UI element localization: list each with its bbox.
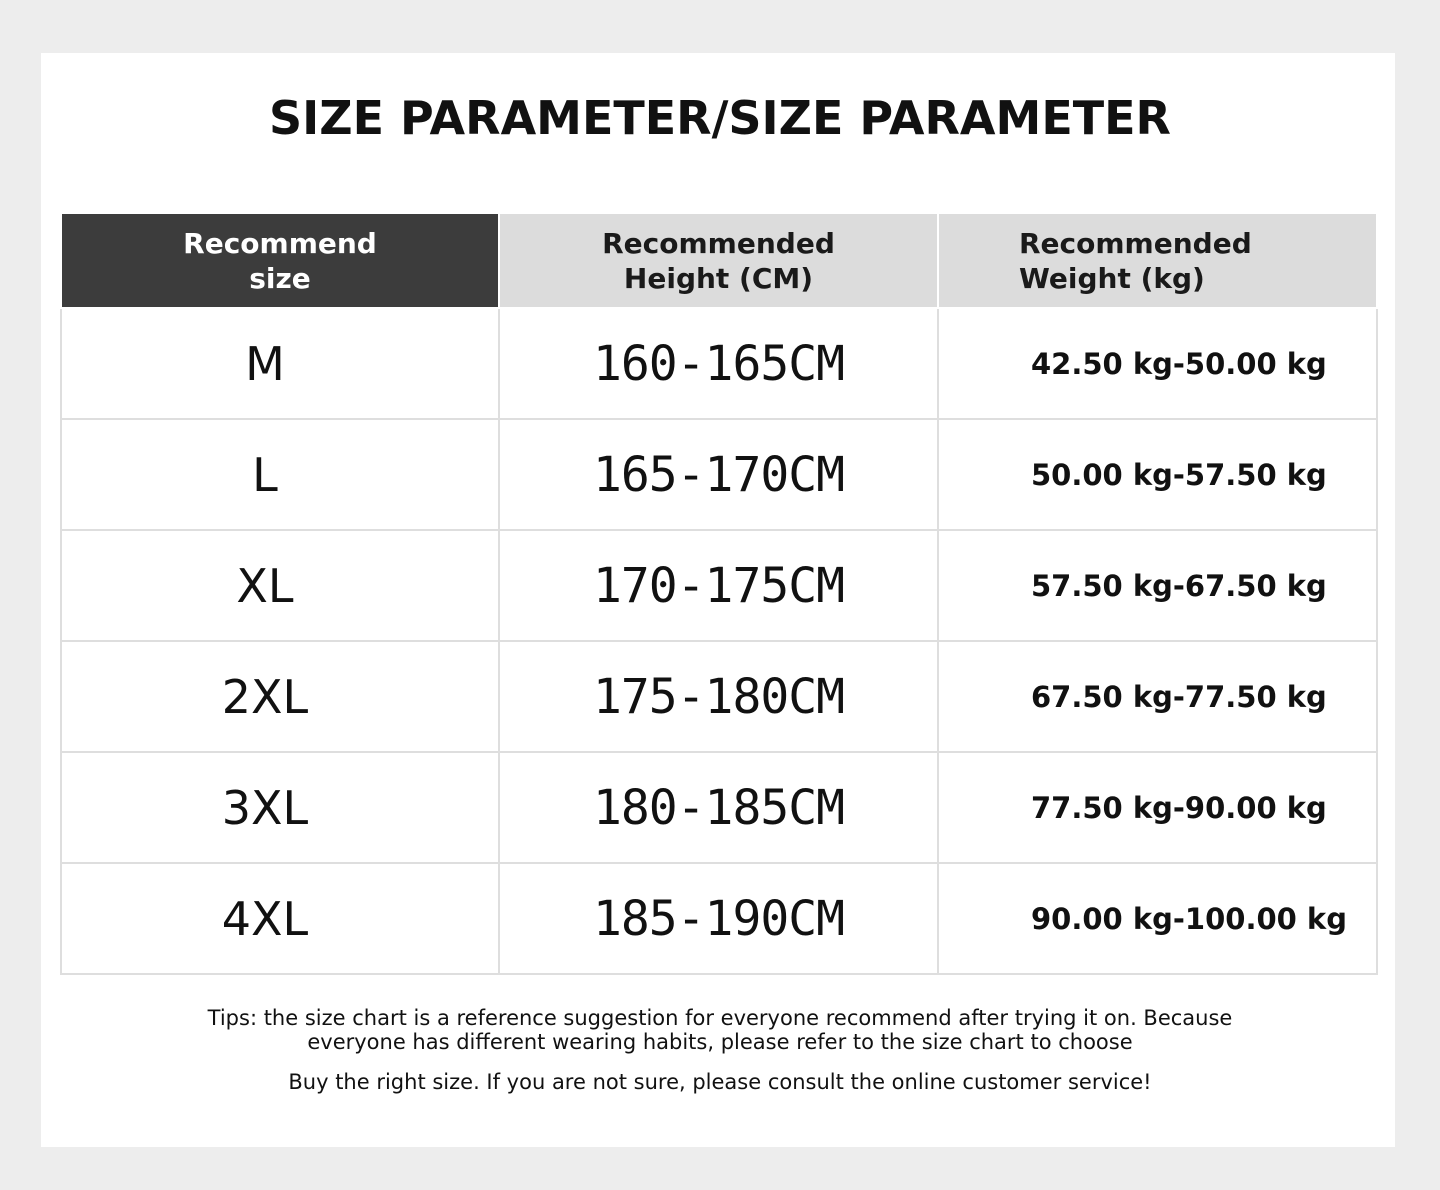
size-cell: M — [61, 308, 499, 419]
table-row — [61, 419, 1377, 530]
header-height-line1: Recommended — [602, 226, 835, 260]
height-cell: 185-190CM — [499, 863, 938, 974]
tips-line-2: everyone has different wearing habits, please refer to the size chart to choose — [307, 1030, 1133, 1054]
header-recommended-height — [499, 213, 938, 308]
weight-cell: 90.00 kg-100.00 kg — [938, 863, 1377, 974]
size-table — [60, 212, 1378, 975]
header-size-line2: size — [249, 261, 311, 295]
size-cell: 4XL — [61, 863, 499, 974]
size-cell: L — [61, 419, 499, 530]
size-cell: 3XL — [61, 752, 499, 863]
size-cell: 2XL — [61, 641, 499, 752]
height-cell: 170-175CM — [499, 530, 938, 641]
table-row — [61, 641, 1377, 752]
page-title: SIZE PARAMETER/SIZE PARAMETER — [269, 91, 1171, 145]
weight-cell: 50.00 kg-57.50 kg — [938, 419, 1377, 530]
table-row — [61, 752, 1377, 863]
weight-cell: 67.50 kg-77.50 kg — [938, 641, 1377, 752]
height-cell: 160-165CM — [499, 308, 938, 419]
table-header-row — [61, 213, 1377, 308]
size-cell: XL — [61, 530, 499, 641]
header-height-line2: Height (CM) — [623, 261, 814, 295]
table-row — [61, 863, 1377, 974]
weight-cell: 42.50 kg-50.00 kg — [938, 308, 1377, 419]
table-row — [61, 308, 1377, 419]
weight-cell: 57.50 kg-67.50 kg — [938, 530, 1377, 641]
tips-text — [0, 1006, 1440, 1054]
weight-cell: 77.50 kg-90.00 kg — [938, 752, 1377, 863]
header-size-line1: Recommend — [183, 226, 377, 260]
tips-line-1: Tips: the size chart is a reference suggestion for everyone recommend after trying it on. Because — [207, 1006, 1233, 1030]
table-row — [61, 530, 1377, 641]
height-cell: 175-180CM — [499, 641, 938, 752]
height-cell: 180-185CM — [499, 752, 938, 863]
tips-line-3: Buy the right size. If you are not sure, please consult the online customer service! — [288, 1070, 1152, 1094]
header-recommend-size — [61, 213, 499, 308]
height-cell: 165-170CM — [499, 419, 938, 530]
header-weight-line1: Recommended — [1019, 226, 1252, 260]
header-weight-line2: Weight (kg) — [1019, 261, 1205, 295]
header-recommended-weight — [938, 213, 1377, 308]
